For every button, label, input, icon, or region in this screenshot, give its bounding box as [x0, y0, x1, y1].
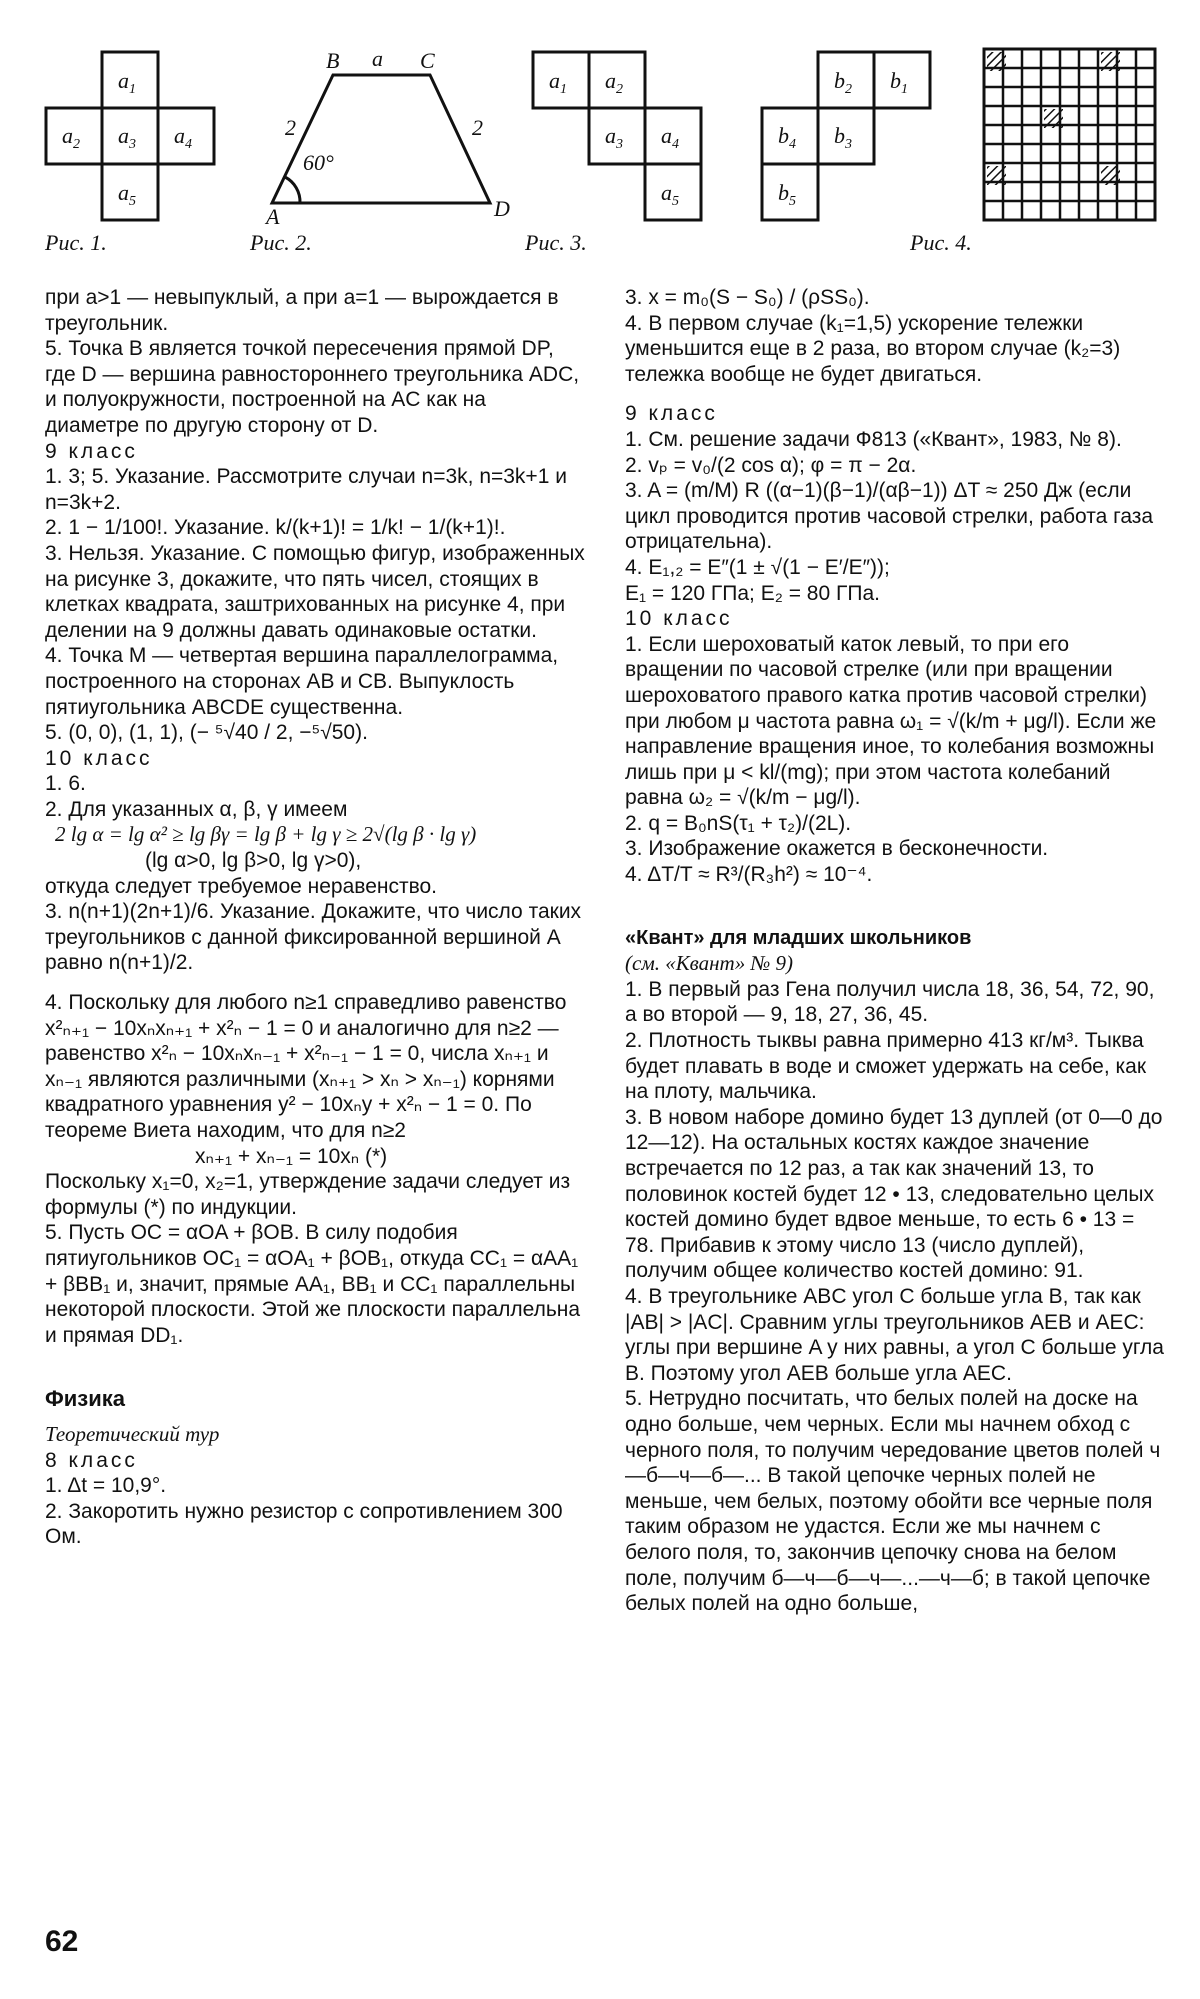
left-p9: 1. 6.	[45, 772, 86, 796]
right-p16: 2. Плотность тыквы равна примерно 413 кг/м³. Тыква будет плавать в воде и сможет удержать на себе, как на плоту, мальчика.	[625, 1029, 1147, 1104]
physics-heading: Физика	[45, 1386, 126, 1412]
left-p15: 4. Поскольку для любого n≥1 справедливо равенство x²ₙ₊₁ − 10xₙxₙ₊₁ + x²ₙ − 1 = 0 и аналогично для n≥2 — равенство x²ₙ − 10xₙxₙ₋₁ + x²ₙ₋₁ − 1 = 0, числа xₙ₊₁ и xₙ₋₁ являются различными (xₙ₊₁ > xₙ > xₙ₋₁) корнями квадратного уравнения y² − 10xₙy + x²ₙ − 1 = 0. По теореме Виета находим, что для n≥2	[45, 991, 567, 1142]
right-p7: E₁ = 120 ГПа; E₂ = 80 ГПа.	[625, 581, 880, 605]
left-grade10-heading: 10 класс	[45, 746, 153, 770]
svg-text:C: C	[420, 48, 435, 73]
left-p7: 5. (0, 0), (1, 1), (− ⁵√40 / 2, −⁵√50).	[45, 721, 368, 745]
right-p4: 2. vₚ = v₀/(2 cos α); φ = π − 2α.	[625, 453, 917, 477]
left-grade8-heading: 8 класс	[45, 1448, 138, 1472]
left-p22: 1. Δt = 10,9°.	[45, 1474, 167, 1498]
kvant-juniors-ref: (см. «Квант» № 9)	[625, 951, 794, 976]
svg-text:a: a	[372, 46, 383, 71]
right-p12: 4. ΔT/T ≈ R³/(R₃h²) ≈ 10⁻⁴.	[625, 863, 873, 887]
left-p0: при a>1 — невыпуклый, а при a=1 — вырождается в треугольник.	[45, 286, 559, 335]
svg-text:A: A	[266, 204, 280, 229]
left-p17: Поскольку x₁=0, x₂=1, утверждение задачи следует из формулы (*) по индукции.	[45, 1170, 571, 1219]
svg-text:2: 2	[472, 115, 483, 140]
right-p18: 4. В треугольнике ABC угол C больше угла B, так как |AB| > |AC|. Сравним углы треугольников AEB и AEC: углы при вершине A у них равны, а угол C больше угла B. Поэтому угол AEB больше угла AEC.	[625, 1284, 1164, 1385]
fig1-cross	[46, 52, 214, 220]
right-grade10-heading: 10 класс	[625, 607, 733, 631]
fig1-caption: Рис. 1.	[45, 230, 107, 255]
left-p5: 3. Нельзя. Указание. С помощью фигур, изображенных на рисунке 3, докажите, что пять чисел, стоящих в клетках квадрата, заштрихованных на рисунке 4, при делении на 9 должны давать одинаковые остатки.	[45, 541, 585, 642]
left-p3: 1. 3; 5. Указание. Рассмотрите случаи n=3k, n=3k+1 и n=3k+2.	[45, 465, 567, 514]
svg-text:b4: $b_4$	[778, 123, 796, 152]
figures-drawing	[0, 0, 1200, 230]
right-p1: 4. В первом случае (k₁=1,5) ускорение тележки уменьшится еще в 2 раза, во втором случае (k₂=3) тележка вообще не будет двигаться.	[625, 311, 1121, 386]
svg-text:a1: $a_1$	[118, 68, 136, 97]
left-formula3: xₙ₊₁ + xₙ₋₁ = 10xₙ (*)	[195, 1144, 388, 1168]
svg-text:a3: $a_3$	[605, 123, 623, 152]
svg-text:a2: $a_2$	[62, 123, 80, 152]
svg-text:a5: $a_5$	[661, 180, 679, 209]
left-formula2: (lg α>0, lg β>0, lg γ>0),	[145, 849, 362, 873]
left-p13: откуда следует требуемое неравенство.	[45, 874, 438, 898]
svg-text:B: B	[326, 48, 340, 73]
left-grade9-heading: 9 класс	[45, 439, 138, 463]
right-p3: 1. См. решение задачи Ф813 («Квант», 1983, № 8).	[625, 427, 1122, 451]
left-formula1: 2 lg α = lg α² ≥ lg βγ = lg β + lg γ ≥ 2√(lg β · lg γ)	[55, 822, 477, 847]
fig2-caption: Рис. 2.	[250, 230, 312, 255]
fig4-caption: Рис. 4.	[910, 230, 972, 255]
right-p5: 3. A = (m/M) R ((α−1)(β−1)/(αβ−1)) ΔT ≈ 250 Дж (если цикл проводится против часовой стрелки, работа газа отрицательна).	[625, 479, 1154, 554]
right-grade9-heading: 9 класс	[625, 402, 718, 426]
svg-text:b2: $b_2$	[834, 68, 852, 97]
fig3-shape	[533, 52, 701, 220]
svg-text:a2: $a_2$	[605, 68, 623, 97]
svg-text:b1: $b_1$	[890, 68, 908, 97]
page-number: 62	[45, 1925, 79, 1958]
right-p15: 1. В первый раз Гена получил числа 18, 36, 54, 72, 90, а во второй — 9, 18, 27, 36, 45.	[625, 977, 1155, 1027]
theory-round: Теоретический тур	[45, 1421, 220, 1446]
svg-text:a3: $a_3$	[118, 123, 136, 152]
svg-text:b3: $b_3$	[834, 123, 852, 152]
left-p1: 5. Точка B является точкой пересечения прямой DP, где D — вершина равностороннего треугольника ADC, и полуокружности, построенной на AC как на диаметре по другую сторону от D.	[45, 337, 580, 437]
svg-text:a4: $a_4$	[661, 123, 679, 152]
svg-text:2: 2	[285, 115, 296, 140]
fig4-shape	[762, 52, 930, 220]
kvant-juniors-heading: «Квант» для младших школьников	[625, 926, 972, 949]
svg-text:b5: $b_5$	[778, 180, 796, 209]
svg-text:a1: $a_1$	[549, 68, 567, 97]
left-p14: 3. n(n+1)(2n+1)/6. Указание. Докажите, что число таких треугольников с данной фиксированной вершиной A равно n(n+1)/2.	[45, 900, 582, 975]
right-p6: 4. E₁,₂ = E″(1 ± √(1 − E′/E″));	[625, 555, 890, 579]
right-p9: 1. Если шероховатый каток левый, то при его вращении по часовой стрелке (или при вращении шероховатого правого катка против часовой стрелки) при любом μ частота равна ω₁ = √(k/m + μg/l). Если же направление вращения иное, то колебания возможны лишь при μ < kl/(mg); при этом частота колебаний равна ω₂ = √(k/m − μg/l).	[625, 632, 1157, 810]
left-p18: 5. Пусть OC = αOA + βOB. В силу подобия пятиугольников OC₁ = αOA₁ + βOB₁, откуда CC₁ = αAA₁ + βBB₁ и, значит, прямые AA₁, BB₁ и CC₁ параллельны некоторой плоскости. Этой же плоскости параллельна и прямая DD₁.	[45, 1221, 581, 1347]
left-p23: 2. Закоротить нужно резистор с сопротивлением 300 Ом.	[45, 1499, 563, 1549]
right-p11: 3. Изображение окажется в бесконечности.	[625, 837, 1049, 861]
svg-text:D: D	[494, 196, 510, 221]
right-column	[625, 285, 1165, 1617]
left-p6: 4. Точка M — четвертая вершина параллелограмма, построенного на сторонах AB и CB. Выпуклость пятиугольника ABCDE существенна.	[45, 644, 559, 719]
fig2-trapezoid	[264, 46, 510, 229]
figures-row	[0, 0, 1200, 270]
fig3-caption: Рис. 3.	[525, 230, 587, 255]
svg-text:a4: $a_4$	[174, 123, 192, 152]
svg-text:a5: $a_5$	[118, 180, 136, 209]
right-p17: 3. В новом наборе домино будет 13 дуплей (от 0—0 до 12—12). На остальных костях каждое значение встречается по 12 раз, а так как значений 13, то половинок костей будет 12 • 13, следовательно целых костей домино будет вдвое меньше, то есть 6 • 13 = 78. Прибавив к этому число 13 (число дуплей), получим общее количество костей домино: 91.	[625, 1105, 1163, 1283]
svg-text:60°: 60°	[303, 150, 334, 175]
right-p0: 3. x = m₀(S − S₀) / (ρSS₀).	[625, 286, 870, 309]
left-p10: 2. Для указанных α, β, γ имеем	[45, 797, 348, 821]
right-p19: 5. Нетрудно посчитать, что белых полей на доске на одно больше, чем черных. Если мы начнем обход с черного поля, то получим чередование цветов полей ч—б—ч—б—... В такой цепочке черных полей не меньше, чем белых, поэтому обойти все черные поля таким образом не удастся. Если же мы начнем с белого поля, то, закончив цепочку снова на белом поле, получим б—ч—б—ч—...—ч—б; в такой цепочке белых полей на одно больше,	[625, 1387, 1161, 1616]
left-column	[45, 285, 585, 1550]
right-p10: 2. q = B₀nS(τ₁ + τ₂)/(2L).	[625, 811, 852, 835]
left-p4: 2. 1 − 1/100!. Указание. k/(k+1)! = 1/k! − 1/(k+1)!.	[45, 516, 506, 540]
fig4-grid	[984, 49, 1155, 220]
